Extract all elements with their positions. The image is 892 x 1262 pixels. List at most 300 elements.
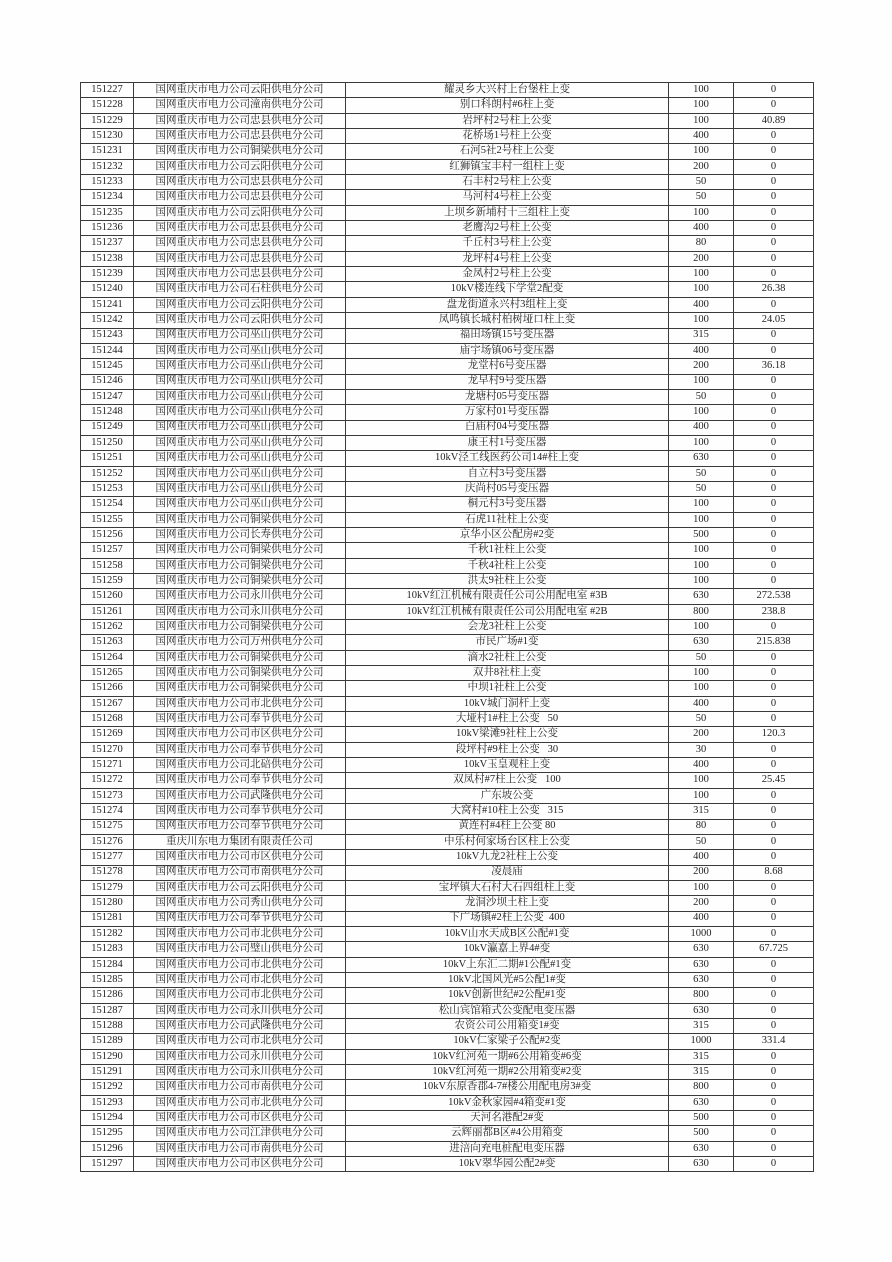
cell-company: 国网重庆市电力公司巫山供电分公司 [134, 435, 346, 450]
cell-capacity: 100 [669, 681, 734, 696]
cell-company: 国网重庆市电力公司奉节供电分公司 [134, 911, 346, 926]
cell-capacity: 100 [669, 98, 734, 113]
table-row [81, 788, 814, 803]
cell-transformer-name: 金凤村2号柱上公变 [346, 267, 669, 282]
table-row [81, 497, 814, 512]
table-row [81, 727, 814, 742]
cell-value: 0 [734, 466, 814, 481]
cell-company: 国网重庆市电力公司北碚供电分公司 [134, 758, 346, 773]
cell-record-id: 151241 [81, 297, 134, 312]
cell-capacity: 100 [669, 558, 734, 573]
table-row [81, 1126, 814, 1141]
cell-capacity: 50 [669, 834, 734, 849]
table-row [81, 773, 814, 788]
cell-value: 0 [734, 681, 814, 696]
cell-record-id: 151289 [81, 1034, 134, 1049]
cell-value: 0 [734, 297, 814, 312]
cell-transformer-name: 花桥场1号柱上公变 [346, 129, 669, 144]
cell-record-id: 151231 [81, 144, 134, 159]
cell-record-id: 151262 [81, 620, 134, 635]
table-row [81, 804, 814, 819]
cell-company: 国网重庆市电力公司铜梁供电分公司 [134, 574, 346, 589]
cell-record-id: 151232 [81, 159, 134, 174]
cell-record-id: 151237 [81, 236, 134, 251]
cell-record-id: 151266 [81, 681, 134, 696]
cell-value: 0 [734, 620, 814, 635]
cell-value: 0 [734, 328, 814, 343]
cell-capacity: 315 [669, 1018, 734, 1033]
cell-record-id: 151261 [81, 604, 134, 619]
cell-transformer-name: 10kV红江机械有限责任公司公用配电室 #2B [346, 604, 669, 619]
cell-capacity: 200 [669, 727, 734, 742]
cell-value: 0 [734, 926, 814, 941]
cell-transformer-name: 中乐村何家场台区柱上公变 [346, 834, 669, 849]
table-row [81, 712, 814, 727]
cell-value: 0 [734, 389, 814, 404]
cell-record-id: 151248 [81, 405, 134, 420]
cell-company: 国网重庆市电力公司市区供电分公司 [134, 727, 346, 742]
cell-transformer-name: 10kV创新世纪#2公配#1变 [346, 988, 669, 1003]
cell-capacity: 100 [669, 113, 734, 128]
cell-value: 26.38 [734, 282, 814, 297]
cell-record-id: 151274 [81, 804, 134, 819]
cell-capacity: 50 [669, 712, 734, 727]
cell-company: 国网重庆市电力公司市北供电分公司 [134, 696, 346, 711]
cell-capacity: 100 [669, 205, 734, 220]
cell-company: 国网重庆市电力公司奉节供电分公司 [134, 712, 346, 727]
cell-capacity: 100 [669, 880, 734, 895]
table-row [81, 221, 814, 236]
cell-value: 0 [734, 497, 814, 512]
cell-value: 0 [734, 83, 814, 98]
cell-transformer-name: 市民广场#1变 [346, 635, 669, 650]
cell-value: 0 [734, 1126, 814, 1141]
cell-transformer-name: 10kV泾工线医药公司14#柱上变 [346, 451, 669, 466]
cell-capacity: 630 [669, 589, 734, 604]
cell-company: 国网重庆市电力公司奉节供电分公司 [134, 804, 346, 819]
cell-transformer-name: 老鹰沟2号柱上公变 [346, 221, 669, 236]
cell-capacity: 50 [669, 466, 734, 481]
cell-capacity: 400 [669, 420, 734, 435]
cell-record-id: 151285 [81, 972, 134, 987]
cell-capacity: 630 [669, 1141, 734, 1156]
table-row [81, 850, 814, 865]
cell-company: 国网重庆市电力公司忠县供电分公司 [134, 236, 346, 251]
cell-record-id: 151228 [81, 98, 134, 113]
cell-transformer-name: 石虎11社柱上公变 [346, 512, 669, 527]
cell-transformer-name: 黄连村#4柱上公变 80 [346, 819, 669, 834]
cell-value: 0 [734, 543, 814, 558]
table-row [81, 650, 814, 665]
cell-transformer-name: 白庙村04号变压器 [346, 420, 669, 435]
cell-company: 国网重庆市电力公司巫山供电分公司 [134, 374, 346, 389]
cell-record-id: 151296 [81, 1141, 134, 1156]
cell-transformer-name: 10kV山水天成B区公配#1变 [346, 926, 669, 941]
table-row [81, 251, 814, 266]
cell-company: 国网重庆市电力公司市区供电分公司 [134, 850, 346, 865]
cell-value: 0 [734, 512, 814, 527]
cell-record-id: 151236 [81, 221, 134, 236]
cell-value: 40.89 [734, 113, 814, 128]
cell-value: 0 [734, 1003, 814, 1018]
cell-value: 0 [734, 1111, 814, 1126]
table-row [81, 527, 814, 542]
cell-record-id: 151253 [81, 481, 134, 496]
cell-value: 0 [734, 374, 814, 389]
cell-company: 国网重庆市电力公司永川供电分公司 [134, 1003, 346, 1018]
table-body [81, 83, 814, 1172]
cell-value: 0 [734, 1065, 814, 1080]
cell-record-id: 151270 [81, 742, 134, 757]
cell-value: 0 [734, 405, 814, 420]
cell-company: 国网重庆市电力公司市区供电分公司 [134, 1157, 346, 1172]
table-row [81, 328, 814, 343]
cell-transformer-name: 庙宇场镇06号变压器 [346, 343, 669, 358]
cell-record-id: 151240 [81, 282, 134, 297]
table-row [81, 1018, 814, 1033]
cell-transformer-name: 双凤村#7柱上公变 100 [346, 773, 669, 788]
table-row [81, 481, 814, 496]
cell-transformer-name: 大窝村#10柱上公变 315 [346, 804, 669, 819]
cell-transformer-name: 福田场镇15号变压器 [346, 328, 669, 343]
cell-value: 0 [734, 1018, 814, 1033]
cell-value: 0 [734, 758, 814, 773]
cell-capacity: 1000 [669, 926, 734, 941]
cell-company: 国网重庆市电力公司云阳供电分公司 [134, 313, 346, 328]
cell-capacity: 50 [669, 175, 734, 190]
table-row [81, 604, 814, 619]
cell-transformer-name: 段坪村#9柱上公变 30 [346, 742, 669, 757]
cell-value: 238.8 [734, 604, 814, 619]
cell-company: 国网重庆市电力公司武隆供电分公司 [134, 788, 346, 803]
cell-record-id: 151284 [81, 957, 134, 972]
cell-company: 国网重庆市电力公司永川供电分公司 [134, 1065, 346, 1080]
cell-capacity: 100 [669, 313, 734, 328]
table-row [81, 911, 814, 926]
table-row [81, 190, 814, 205]
cell-value: 24.05 [734, 313, 814, 328]
cell-value: 215.838 [734, 635, 814, 650]
cell-transformer-name: 10kV北国风光#5公配1#变 [346, 972, 669, 987]
cell-record-id: 151256 [81, 527, 134, 542]
table-row [81, 466, 814, 481]
cell-value: 0 [734, 481, 814, 496]
cell-capacity: 500 [669, 1111, 734, 1126]
table-row [81, 574, 814, 589]
transformer-table [80, 82, 814, 1172]
cell-transformer-name: 下广场镇#2柱上公变 400 [346, 911, 669, 926]
cell-company: 国网重庆市电力公司巫山供电分公司 [134, 389, 346, 404]
table-row [81, 681, 814, 696]
cell-transformer-name: 凤鸣镇长城村柏树垭口柱上变 [346, 313, 669, 328]
table-row [81, 1157, 814, 1172]
cell-capacity: 100 [669, 435, 734, 450]
cell-company: 国网重庆市电力公司市南供电分公司 [134, 1080, 346, 1095]
cell-capacity: 50 [669, 190, 734, 205]
cell-capacity: 400 [669, 696, 734, 711]
cell-company: 国网重庆市电力公司铜梁供电分公司 [134, 650, 346, 665]
cell-value: 0 [734, 834, 814, 849]
cell-value: 0 [734, 420, 814, 435]
cell-capacity: 315 [669, 328, 734, 343]
cell-capacity: 200 [669, 896, 734, 911]
cell-capacity: 500 [669, 527, 734, 542]
cell-value: 0 [734, 1049, 814, 1064]
table-row [81, 405, 814, 420]
cell-record-id: 151250 [81, 435, 134, 450]
cell-transformer-name: 10kV红河苑一期#2公用箱变#2变 [346, 1065, 669, 1080]
cell-transformer-name: 10kV东原香郡4-7#楼公用配电房3#变 [346, 1080, 669, 1095]
cell-company: 国网重庆市电力公司忠县供电分公司 [134, 175, 346, 190]
cell-transformer-name: 10kV金秋家园#4箱变#1变 [346, 1095, 669, 1110]
cell-value: 0 [734, 742, 814, 757]
cell-transformer-name: 天河名港配2#变 [346, 1111, 669, 1126]
table-row [81, 880, 814, 895]
cell-record-id: 151257 [81, 543, 134, 558]
cell-capacity: 100 [669, 512, 734, 527]
cell-record-id: 151271 [81, 758, 134, 773]
cell-company: 国网重庆市电力公司市北供电分公司 [134, 1034, 346, 1049]
cell-capacity: 630 [669, 942, 734, 957]
cell-company: 国网重庆市电力公司万州供电分公司 [134, 635, 346, 650]
cell-record-id: 151239 [81, 267, 134, 282]
cell-company: 国网重庆市电力公司铜梁供电分公司 [134, 681, 346, 696]
table-row [81, 159, 814, 174]
cell-capacity: 315 [669, 1049, 734, 1064]
cell-capacity: 630 [669, 972, 734, 987]
cell-value: 0 [734, 175, 814, 190]
cell-company: 国网重庆市电力公司铜梁供电分公司 [134, 543, 346, 558]
cell-capacity: 800 [669, 1080, 734, 1095]
cell-company: 国网重庆市电力公司铜梁供电分公司 [134, 558, 346, 573]
cell-value: 0 [734, 880, 814, 895]
cell-capacity: 100 [669, 144, 734, 159]
cell-company: 国网重庆市电力公司奉节供电分公司 [134, 773, 346, 788]
cell-transformer-name: 自立村3号变压器 [346, 466, 669, 481]
cell-record-id: 151229 [81, 113, 134, 128]
table-row [81, 1111, 814, 1126]
cell-company: 国网重庆市电力公司秀山供电分公司 [134, 896, 346, 911]
cell-value: 0 [734, 696, 814, 711]
cell-capacity: 1000 [669, 1034, 734, 1049]
cell-capacity: 630 [669, 635, 734, 650]
cell-record-id: 151292 [81, 1080, 134, 1095]
cell-company: 国网重庆市电力公司永川供电分公司 [134, 589, 346, 604]
cell-value: 0 [734, 1095, 814, 1110]
cell-record-id: 151234 [81, 190, 134, 205]
cell-value: 0 [734, 435, 814, 450]
cell-company: 国网重庆市电力公司云阳供电分公司 [134, 297, 346, 312]
cell-record-id: 151244 [81, 343, 134, 358]
cell-transformer-name: 上坝乡新埔村十三组柱上变 [346, 205, 669, 220]
cell-transformer-name: 马河村4号柱上公变 [346, 190, 669, 205]
cell-value: 0 [734, 558, 814, 573]
cell-record-id: 151247 [81, 389, 134, 404]
cell-value: 0 [734, 236, 814, 251]
table-row [81, 451, 814, 466]
cell-record-id: 151245 [81, 359, 134, 374]
table-row [81, 696, 814, 711]
cell-record-id: 151277 [81, 850, 134, 865]
cell-record-id: 151249 [81, 420, 134, 435]
cell-value: 0 [734, 972, 814, 987]
cell-value: 0 [734, 804, 814, 819]
cell-transformer-name: 10kV楼连线下学堂2配变 [346, 282, 669, 297]
cell-transformer-name: 红狮镇宝丰村一组柱上变 [346, 159, 669, 174]
cell-transformer-name: 10kV瀛嘉上界4#变 [346, 942, 669, 957]
cell-transformer-name: 滴水2社柱上公变 [346, 650, 669, 665]
cell-value: 0 [734, 221, 814, 236]
cell-capacity: 100 [669, 374, 734, 389]
cell-value: 0 [734, 1080, 814, 1095]
table-row [81, 865, 814, 880]
cell-transformer-name: 龙洞沙坝土柱上变 [346, 896, 669, 911]
table-row [81, 896, 814, 911]
cell-transformer-name: 会龙3社柱上公变 [346, 620, 669, 635]
cell-record-id: 151279 [81, 880, 134, 895]
cell-company: 国网重庆市电力公司奉节供电分公司 [134, 819, 346, 834]
cell-capacity: 100 [669, 620, 734, 635]
cell-capacity: 630 [669, 1157, 734, 1172]
table-row [81, 1065, 814, 1080]
cell-transformer-name: 10kV梁滩9社柱上公变 [346, 727, 669, 742]
cell-capacity: 400 [669, 129, 734, 144]
table-row [81, 267, 814, 282]
cell-company: 国网重庆市电力公司云阳供电分公司 [134, 83, 346, 98]
cell-company: 国网重庆市电力公司江津供电分公司 [134, 1126, 346, 1141]
cell-transformer-name: 中坝1社柱上公变 [346, 681, 669, 696]
cell-value: 0 [734, 1157, 814, 1172]
cell-value: 0 [734, 98, 814, 113]
cell-capacity: 100 [669, 405, 734, 420]
table-row [81, 236, 814, 251]
cell-company: 国网重庆市电力公司市北供电分公司 [134, 926, 346, 941]
table-row [81, 1141, 814, 1156]
cell-record-id: 151283 [81, 942, 134, 957]
cell-value: 0 [734, 527, 814, 542]
cell-company: 国网重庆市电力公司铜梁供电分公司 [134, 666, 346, 681]
cell-value: 0 [734, 267, 814, 282]
table-row [81, 1095, 814, 1110]
cell-transformer-name: 广东坡公变 [346, 788, 669, 803]
cell-capacity: 500 [669, 1126, 734, 1141]
cell-record-id: 151278 [81, 865, 134, 880]
cell-capacity: 100 [669, 497, 734, 512]
cell-value: 0 [734, 788, 814, 803]
cell-value: 0 [734, 988, 814, 1003]
cell-record-id: 151227 [81, 83, 134, 98]
cell-capacity: 630 [669, 1003, 734, 1018]
table-row [81, 558, 814, 573]
cell-company: 国网重庆市电力公司市区供电分公司 [134, 1111, 346, 1126]
cell-capacity: 80 [669, 819, 734, 834]
cell-record-id: 151287 [81, 1003, 134, 1018]
cell-record-id: 151243 [81, 328, 134, 343]
table-row [81, 282, 814, 297]
cell-company: 国网重庆市电力公司巫山供电分公司 [134, 451, 346, 466]
cell-transformer-name: 岩坪村2号柱上公变 [346, 113, 669, 128]
table-row [81, 175, 814, 190]
table-row [81, 1003, 814, 1018]
cell-company: 国网重庆市电力公司巫山供电分公司 [134, 481, 346, 496]
cell-transformer-name: 龙堂村6号变压器 [346, 359, 669, 374]
cell-record-id: 151273 [81, 788, 134, 803]
table-row [81, 297, 814, 312]
cell-transformer-name: 龙坪村4号柱上公变 [346, 251, 669, 266]
cell-company: 国网重庆市电力公司石柱供电分公司 [134, 282, 346, 297]
cell-record-id: 151263 [81, 635, 134, 650]
cell-transformer-name: 云辉丽都B区#4公用箱变 [346, 1126, 669, 1141]
cell-value: 0 [734, 850, 814, 865]
cell-value: 0 [734, 574, 814, 589]
cell-record-id: 151293 [81, 1095, 134, 1110]
cell-transformer-name: 10kV玉皇观柱上变 [346, 758, 669, 773]
cell-record-id: 151267 [81, 696, 134, 711]
cell-transformer-name: 别口科朗村#6柱上变 [346, 98, 669, 113]
cell-value: 67.725 [734, 942, 814, 957]
table-row [81, 972, 814, 987]
cell-transformer-name: 10kV仁家梁子公配#2变 [346, 1034, 669, 1049]
table-row [81, 129, 814, 144]
table-row [81, 957, 814, 972]
cell-transformer-name: 大垭村1#柱上公变 50 [346, 712, 669, 727]
cell-capacity: 800 [669, 604, 734, 619]
cell-capacity: 630 [669, 451, 734, 466]
cell-capacity: 400 [669, 221, 734, 236]
table-row [81, 313, 814, 328]
cell-value: 25.45 [734, 773, 814, 788]
table-row [81, 98, 814, 113]
table-row [81, 343, 814, 358]
cell-transformer-name: 康王村1号变压器 [346, 435, 669, 450]
cell-capacity: 100 [669, 267, 734, 282]
cell-transformer-name: 龙塘村05号变压器 [346, 389, 669, 404]
cell-value: 0 [734, 666, 814, 681]
cell-record-id: 151260 [81, 589, 134, 604]
cell-capacity: 400 [669, 758, 734, 773]
table-row [81, 543, 814, 558]
cell-company: 国网重庆市电力公司市南供电分公司 [134, 865, 346, 880]
cell-capacity: 200 [669, 865, 734, 880]
cell-company: 国网重庆市电力公司忠县供电分公司 [134, 251, 346, 266]
cell-value: 272.538 [734, 589, 814, 604]
cell-transformer-name: 耀灵乡大兴村上台堡柱上变 [346, 83, 669, 98]
cell-value: 0 [734, 650, 814, 665]
cell-record-id: 151259 [81, 574, 134, 589]
cell-capacity: 630 [669, 1095, 734, 1110]
cell-value: 0 [734, 896, 814, 911]
cell-transformer-name: 京华小区公配房#2变 [346, 527, 669, 542]
cell-company: 国网重庆市电力公司永川供电分公司 [134, 1049, 346, 1064]
cell-record-id: 151246 [81, 374, 134, 389]
cell-record-id: 151238 [81, 251, 134, 266]
cell-transformer-name: 农资公司公用箱变1#变 [346, 1018, 669, 1033]
cell-record-id: 151272 [81, 773, 134, 788]
cell-record-id: 151281 [81, 911, 134, 926]
cell-company: 国网重庆市电力公司云阳供电分公司 [134, 159, 346, 174]
cell-value: 0 [734, 712, 814, 727]
table-row [81, 435, 814, 450]
cell-transformer-name: 庆尚村05号变压器 [346, 481, 669, 496]
cell-record-id: 151230 [81, 129, 134, 144]
cell-transformer-name: 盘龙街道永兴村3组柱上变 [346, 297, 669, 312]
cell-capacity: 200 [669, 359, 734, 374]
cell-company: 国网重庆市电力公司忠县供电分公司 [134, 129, 346, 144]
cell-transformer-name: 石河5社2号柱上公变 [346, 144, 669, 159]
cell-company: 国网重庆市电力公司巫山供电分公司 [134, 328, 346, 343]
cell-capacity: 80 [669, 236, 734, 251]
cell-record-id: 151280 [81, 896, 134, 911]
